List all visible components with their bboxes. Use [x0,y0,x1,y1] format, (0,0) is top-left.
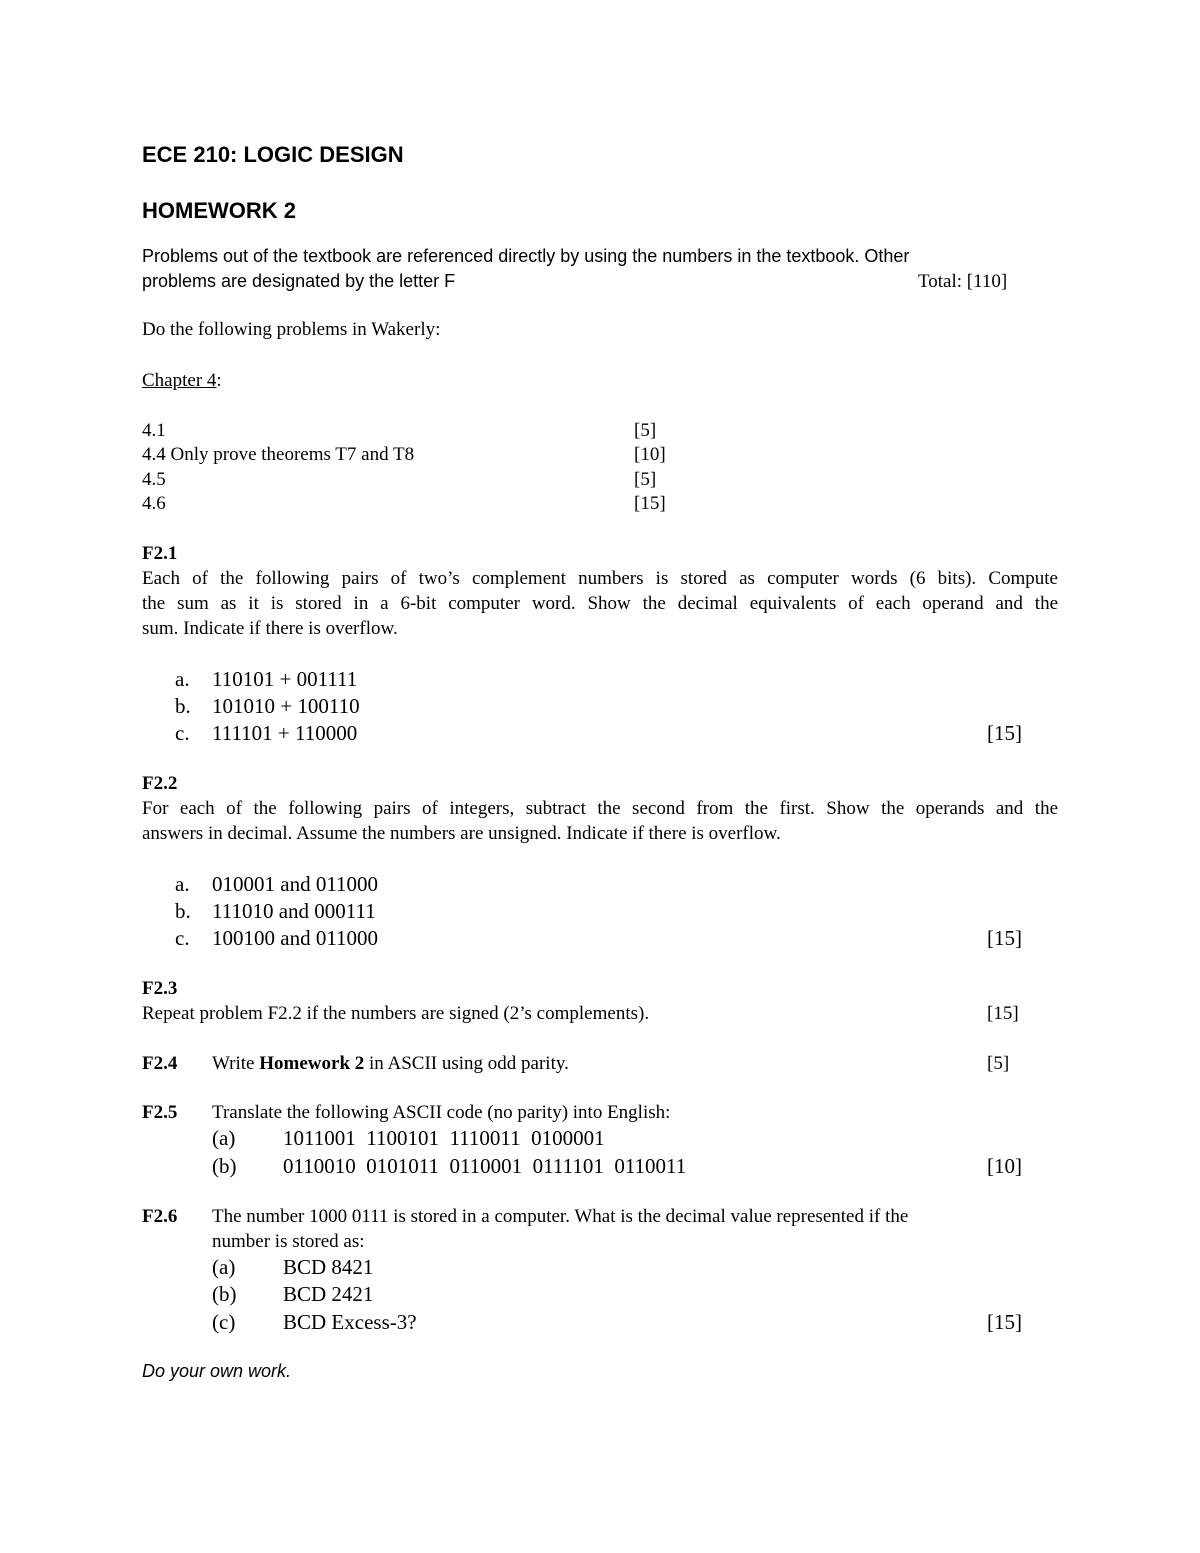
f26-line-1: The number 1000 0111 is stored in a computer. What is the decimal value represented if the [212,1206,909,1227]
chapter-problem-label: 4.6 [142,493,166,514]
f21-line-3: sum. Indicate if there is overflow. [142,618,398,639]
f25-item-letter: (b) [212,1154,237,1178]
f22-item-text: 010001 and 011000 [212,872,379,896]
chapter-problem-label: 4.5 [142,469,166,490]
f23-text: Repeat problem F2.2 if the numbers are signed (2’s complements). [142,1003,650,1024]
total-points: Total: [110] [918,271,1008,292]
chapter-label: Chapter 4 [142,370,217,391]
f26-item-letter: (a) [212,1255,236,1279]
f26-item-text: BCD 8421 [283,1255,374,1279]
f26-item-letter: (c) [212,1310,236,1334]
footer-note: Do your own work. [142,1361,292,1381]
f25-points: [10] [987,1154,1022,1178]
f26-line-2: number is stored as: [212,1231,365,1252]
f22-line-1: For each of the following pairs of integers, subtract the second from the first. Show the operands and the [142,798,1058,819]
problem-heading-f23: F2.3 [142,978,178,999]
f21-item-letter: c. [175,721,190,745]
f21-item-letter: a. [175,667,190,691]
f24-text-pre: Write [212,1053,260,1074]
f21-item-text: 111101 + 110000 [212,721,358,745]
f25-item-text: 0110010 0101011 0110001 0111101 0110011 [283,1154,687,1178]
chapter-problem-label: 4.4 Only prove theorems T7 and T8 [142,444,415,465]
f22-item-letter: b. [175,899,191,923]
f21-item-text: 101010 + 100110 [212,694,360,718]
f22-item-letter: c. [175,926,190,950]
f26-item-text: BCD Excess-3? [283,1310,417,1334]
f26-points: [15] [987,1310,1022,1334]
f25-item-letter: (a) [212,1126,236,1150]
f22-item-letter: a. [175,872,190,896]
f21-line-1: Each of the following pairs of two’s complement numbers is stored as computer words (6 bits). Compute [142,568,1058,589]
f22-item-text: 100100 and 011000 [212,926,379,950]
f21-line-2: the sum as it is stored in a 6-bit computer word. Show the decimal equivalents of each operand and the [142,593,1058,614]
f21-item-letter: b. [175,694,191,718]
page-subtitle: HOMEWORK 2 [142,198,296,223]
chapter-problem-points: [10] [634,444,666,465]
problem-heading-f25: F2.5 [142,1102,178,1123]
f24-text-post: in ASCII using odd parity. [364,1053,569,1074]
chapter-problem-label: 4.1 [142,420,166,441]
f22-points: [15] [987,926,1022,950]
f22-line-2: answers in decimal. Assume the numbers are unsigned. Indicate if there is overflow. [142,823,781,844]
wakerly-instruction: Do the following problems in Wakerly: [142,319,441,340]
f26-item-text: BCD 2421 [283,1282,374,1306]
f24-text-bold: Homework 2 [259,1053,365,1074]
chapter-problem-points: [5] [634,420,657,441]
f21-item-text: 110101 + 001111 [212,667,358,691]
problem-heading-f22: F2.2 [142,773,178,794]
chapter-problem-points: [15] [634,493,666,514]
problem-heading-f24: F2.4 [142,1053,178,1074]
f22-item-text: 111010 and 000111 [212,899,376,923]
f23-points: [15] [987,1003,1019,1024]
page-title: ECE 210: LOGIC DESIGN [142,142,404,167]
intro-line-2: problems are designated by the letter F [142,271,456,291]
chapter-heading [142,370,222,392]
f21-points: [15] [987,721,1022,745]
chapter-colon: : [216,370,222,391]
f25-text: Translate the following ASCII code (no parity) into English: [212,1102,671,1123]
problem-heading-f21: F2.1 [142,543,178,564]
f24-text [212,1053,569,1075]
problem-heading-f26: F2.6 [142,1206,178,1227]
f26-item-letter: (b) [212,1282,237,1306]
intro-line-1: Problems out of the textbook are referenced directly by using the numbers in the textbook. Other [142,246,910,266]
chapter-problem-points: [5] [634,469,657,490]
f24-points: [5] [987,1053,1010,1074]
f25-item-text: 1011001 1100101 1110011 0100001 [283,1126,605,1150]
